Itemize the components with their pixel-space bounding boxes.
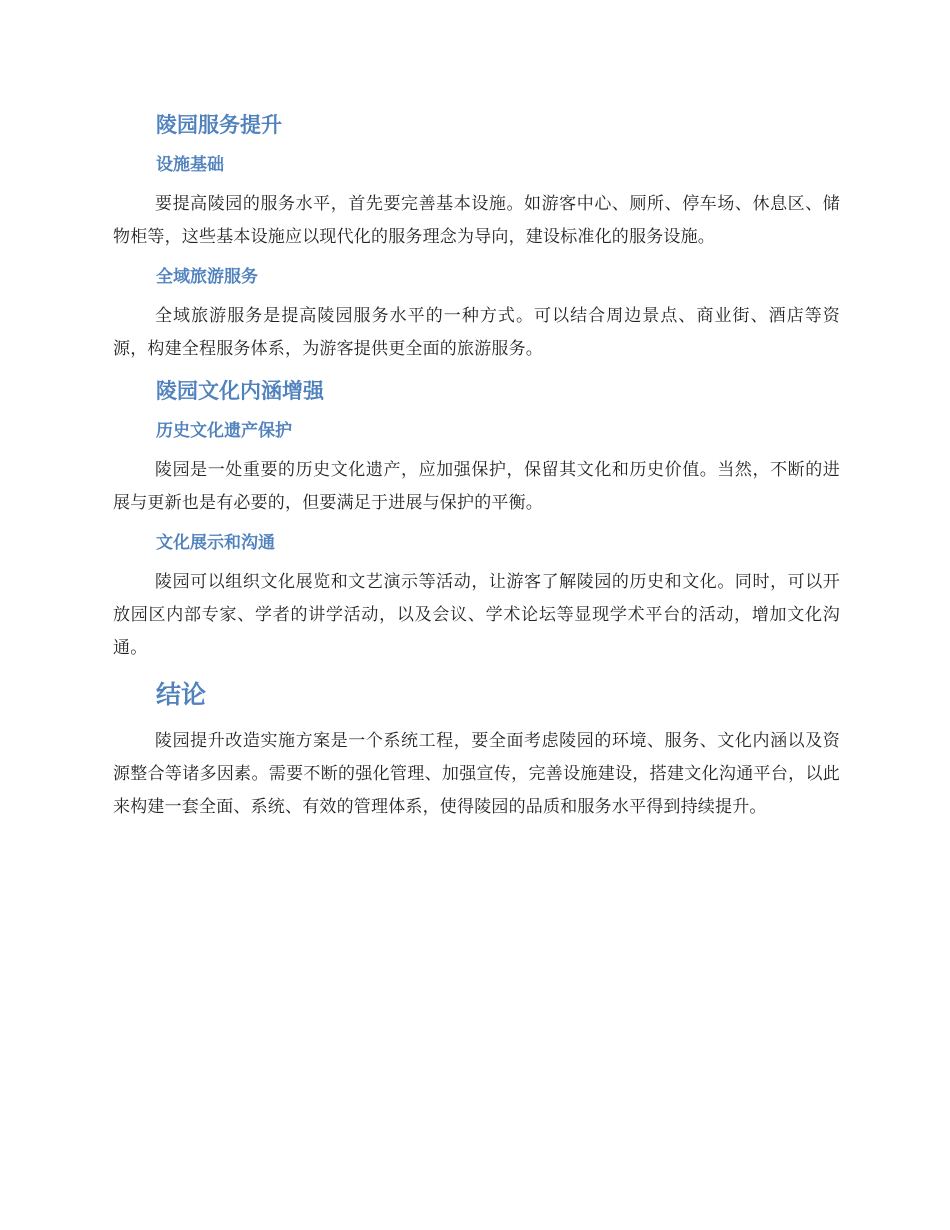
document-page <box>113 108 840 824</box>
paragraph-conclusion: 陵园提升改造实施方案是一个系统工程，要全面考虑陵园的环境、服务、文化内涵以及资源整合等诸多因素。需要不断的强化管理、加强宣传，完善设施建设，搭建文化沟通平台，以此来构建一套全面、系统、有效的管理体系，使得陵园的品质和服务水平得到持续提升。 <box>113 731 840 817</box>
paragraph-heritage: 陵园是一处重要的历史文化遗产，应加强保护，保留其文化和历史价值。当然，不断的进展与更新也是有必要的，但要满足于进展与保护的平衡。 <box>113 460 840 513</box>
section-heading-conclusion: 结论 <box>156 680 207 709</box>
paragraph-tourism: 全域旅游服务是提高陵园服务水平的一种方式。可以结合周边景点、商业街、酒店等资源，构建全程服务体系，为游客提供更全面的旅游服务。 <box>113 306 840 359</box>
section-heading-service: 陵园服务提升 <box>156 113 282 137</box>
subsection-heading-facilities: 设施基础 <box>156 155 224 175</box>
paragraph-exhibition: 陵园可以组织文化展览和文艺演示等活动，让游客了解陵园的历史和文化。同时，可以开放园区内部专家、学者的讲学活动，以及会议、学术论坛等显现学术平台的活动，增加文化沟通。 <box>113 572 840 658</box>
subsection-heading-exhibition: 文化展示和沟通 <box>156 533 275 553</box>
section-heading-culture: 陵园文化内涵增强 <box>156 379 324 403</box>
subsection-heading-tourism: 全域旅游服务 <box>156 267 258 287</box>
paragraph-facilities: 要提高陵园的服务水平，首先要完善基本设施。如游客中心、厕所、停车场、休息区、储物柜等，这些基本设施应以现代化的服务理念为导向，建设标准化的服务设施。 <box>113 194 840 247</box>
subsection-heading-heritage: 历史文化遗产保护 <box>156 421 292 441</box>
